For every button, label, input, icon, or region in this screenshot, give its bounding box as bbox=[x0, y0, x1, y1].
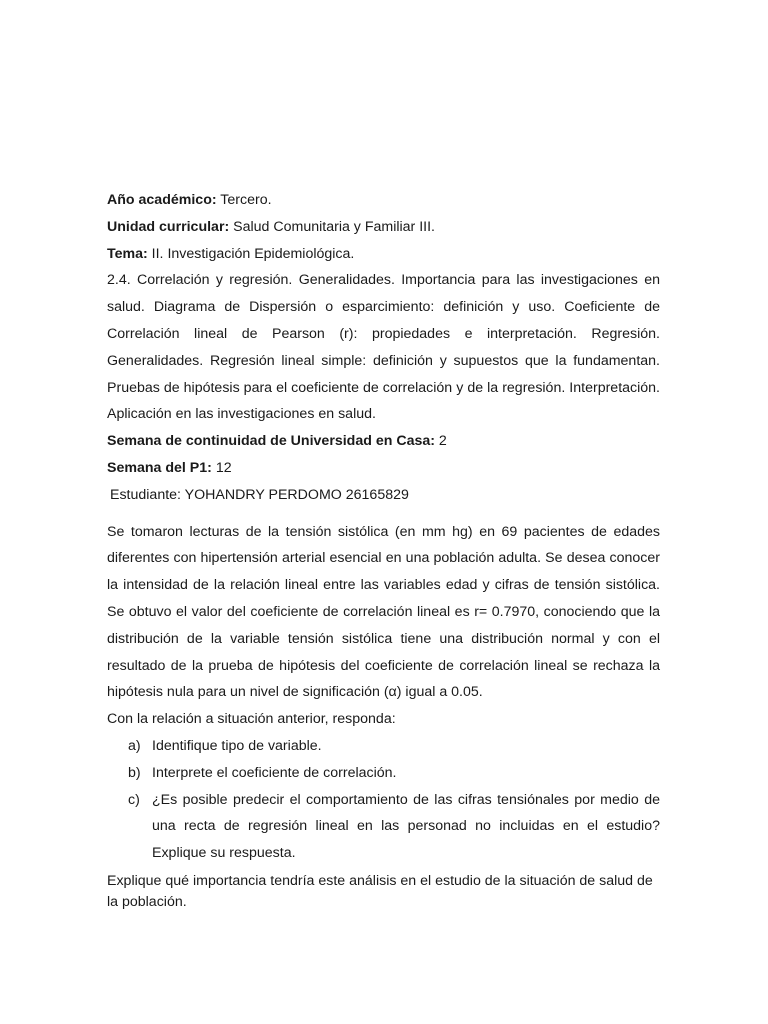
list-item bbox=[107, 733, 660, 760]
topic-value: II. Investigación Epidemiológica. bbox=[147, 245, 355, 262]
question-text: Identifique tipo de variable. bbox=[152, 737, 322, 754]
continuity-week-line bbox=[107, 428, 660, 455]
instruction-line: Con la relación a situación anterior, responda: bbox=[107, 711, 396, 728]
syllabus-paragraph: 2.4. Correlación y regresión. Generalidades. Importancia para las investigaciones en salud. Diagrama de Dispersión o esparcimiento: definición y uso. Coeficiente de Correlación lineal de Pearson (r): propiedades e interpretación. Regresión. Generalidades. Regresión lineal simple: definición y supuestos que la fundamentan. Pruebas de hipótesis para el coeficiente de correlación y de la regresión. Interpretación. Aplicación en las investigaciones en salud. bbox=[107, 272, 660, 423]
question-text: Interprete el coeficiente de correlación. bbox=[152, 764, 397, 781]
academic-year-label: Año académico: bbox=[107, 192, 217, 208]
p1-week-label: Semana del P1: bbox=[107, 459, 212, 476]
p1-week-line bbox=[107, 455, 660, 482]
student-line: Estudiante: YOHANDRY PERDOMO 26165829 bbox=[110, 486, 409, 503]
problem-paragraph: Se tomaron lecturas de la tensión sistólica (en mm hg) en 69 pacientes de edades diferentes con hipertensión arterial esencial en una población adulta. Se desea conocer la intensidad de la relación lineal entre las variables edad y cifras de tensión sistólica. Se obtuvo el valor del coeficiente de correlación lineal es r= 0.7970, conociendo que la distribución de la variable tensión sistólica tiene una distribución normal y con el resultado de la prueba de hipótesis del coeficiente de correlación lineal se rechaza la hipótesis nula para un nivel de significación (α) igual a 0.05. bbox=[107, 523, 660, 701]
document-page bbox=[107, 187, 660, 913]
topic-line bbox=[107, 241, 660, 268]
list-marker: a) bbox=[128, 737, 141, 754]
list-marker: b) bbox=[128, 764, 141, 781]
p1-week-value: 12 bbox=[211, 459, 232, 476]
question-text: ¿Es posible predecir el comportamiento de las cifras tensiónales por medio de una recta de regresión lineal en las personad no incluidas en el estudio? Explique su respuesta. bbox=[152, 791, 660, 862]
question-list bbox=[107, 733, 660, 867]
list-marker: c) bbox=[128, 791, 140, 808]
list-item bbox=[107, 760, 660, 787]
academic-year-value: Tercero. bbox=[216, 192, 272, 208]
continuity-week-value: 2 bbox=[434, 433, 447, 450]
topic-label: Tema: bbox=[107, 245, 148, 262]
curricular-unit-value: Salud Comunitaria y Familiar III. bbox=[229, 218, 435, 235]
closing-paragraph: Explique qué importancia tendría este análisis en el estudio de la situación de salud de la población. bbox=[107, 872, 653, 910]
curricular-unit-line bbox=[107, 214, 660, 241]
academic-year-line bbox=[107, 187, 660, 214]
list-item bbox=[107, 787, 660, 867]
continuity-week-label: Semana de continuidad de Universidad en Casa: bbox=[107, 433, 435, 450]
curricular-unit-label: Unidad curricular: bbox=[107, 218, 230, 235]
